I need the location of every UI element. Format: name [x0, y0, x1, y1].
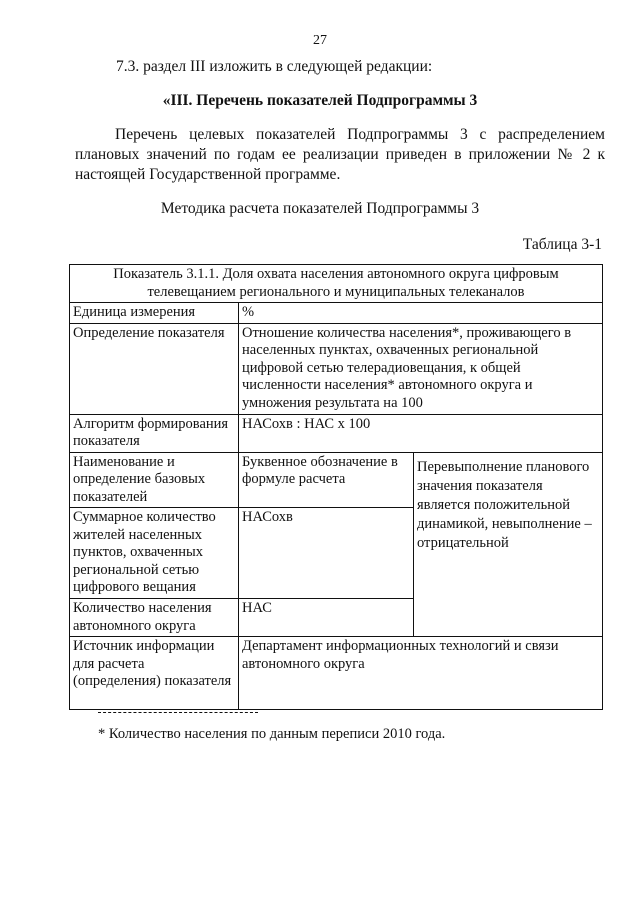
unit-label: Единица измерения: [70, 303, 239, 324]
algorithm-value: НАСохв : НАС x 100: [239, 414, 603, 452]
total-symbol: НАСохв: [239, 508, 414, 599]
page-number: 27: [313, 33, 327, 48]
base-note: Перевыполнение планового значения показателя является положительной динамикой, невыполнение – отрицательной: [414, 452, 603, 637]
population-label: Количество населения автономного округа: [70, 599, 239, 637]
source-label: Источник информации для расчета (определения) показателя: [70, 637, 239, 710]
total-label: Суммарное количество жителей населенных пунктов, охваченных региональной сетью цифрового вещания: [70, 508, 239, 599]
methodology-heading: Методика расчета показателей Подпрограммы 3: [160, 200, 480, 217]
body-paragraph: Перечень целевых показателей Подпрограммы 3 с распределением плановых значений по годам ее реализации приведен в приложении № 2 к настоящей Государственной программе.: [75, 126, 605, 183]
unit-value: %: [239, 303, 603, 324]
population-symbol: НАС: [239, 599, 414, 637]
table-row: [70, 414, 603, 452]
definition-value: Отношение количества населения*, проживающего в населенных пунктах, охваченных региональной цифровой сетью телерадиовещания, к общей численности населения* автономного округа и умножения результата на 100: [239, 323, 603, 414]
source-value: Департамент информационных технологий и связи автономного округа: [239, 637, 603, 710]
table-row: [70, 452, 603, 508]
definition-label: Определение показателя: [70, 323, 239, 414]
indicator-header: Показатель 3.1.1. Доля охвата населения автономного округа цифровым телевещанием регионального и муниципальных телеканалов: [70, 265, 603, 303]
table-caption: Таблица 3-1: [522, 236, 602, 253]
indicator-table: [69, 264, 603, 710]
base-label: Наименование и определение базовых показателей: [70, 452, 239, 508]
footnote-separator: [98, 712, 258, 713]
footnote: * Количество населения по данным переписи 2010 года.: [98, 726, 446, 742]
table-row: [70, 637, 603, 710]
table-row: [70, 265, 603, 303]
table-row: [70, 303, 603, 324]
section-heading: «III. Перечень показателей Подпрограммы 3: [162, 92, 478, 109]
table-row: [70, 323, 603, 414]
algorithm-label: Алгоритм формирования показателя: [70, 414, 239, 452]
intro-line: 7.3. раздел III изложить в следующей редакции:: [116, 58, 433, 75]
base-symbol-header: Буквенное обозначение в формуле расчета: [239, 452, 414, 508]
